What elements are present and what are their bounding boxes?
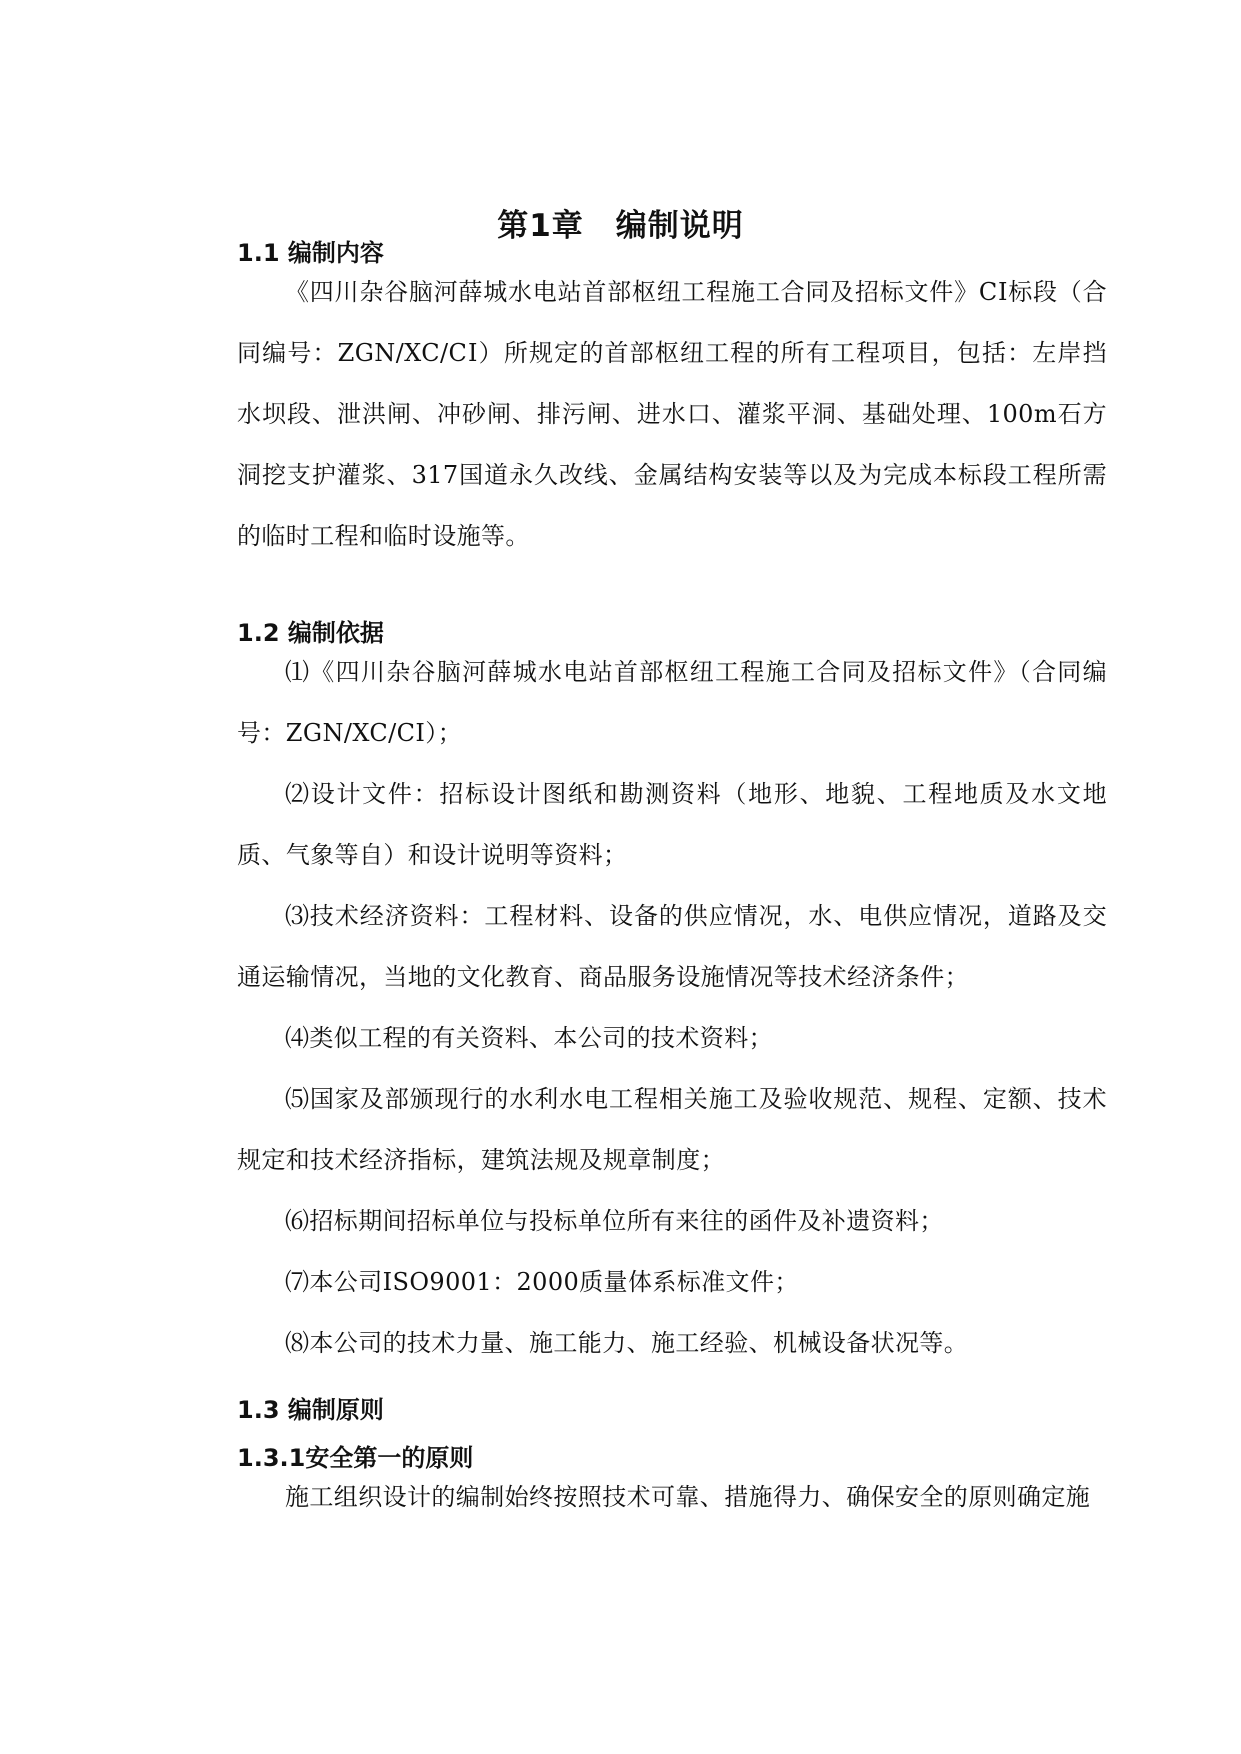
list-item: ⑵设计文件：招标设计图纸和勘测资料（地形、地貌、工程地质及水文地质、气象等自）和设计说明等资料； <box>237 780 1107 869</box>
section-heading-1-3-1: 1.3.1安全第一的原则 <box>237 1444 474 1472</box>
list-item: ⑺本公司ISO9001：2000质量体系标准文件； <box>285 1268 799 1296</box>
list-item: ⑻本公司的技术力量、施工能力、施工经验、机械设备状况等。 <box>285 1329 969 1357</box>
list-item: ⑹招标期间招标单位与投标单位所有来往的函件及补遗资料； <box>285 1207 944 1235</box>
list-item: ⑴《四川杂谷脑河薛城水电站首部枢纽工程施工合同及招标文件》（合同编号：ZGN/XC/CⅠ）； <box>237 658 1107 747</box>
list-item: ⑸国家及部颁现行的水利水电工程相关施工及验收规范、规程、定额、技术规定和技术经济指标，建筑法规及规章制度； <box>237 1085 1107 1174</box>
section-1-3-1-paragraph: 施工组织设计的编制始终按照技术可靠、措施得力、确保安全的原则确定施 <box>285 1483 1091 1511</box>
section-heading-1-2: 1.2 编制依据 <box>237 619 384 647</box>
section-heading-1-1: 1.1 编制内容 <box>237 239 384 267</box>
list-item: ⑷类似工程的有关资料、本公司的技术资料； <box>285 1024 773 1052</box>
section-heading-1-3: 1.3 编制原则 <box>237 1396 384 1424</box>
section-1-1-paragraph: 《四川杂谷脑河薛城水电站首部枢纽工程施工合同及招标文件》CⅠ标段（合同编号：ZGN/XC/CⅠ）所规定的首部枢纽工程的所有工程项目，包括：左岸挡水坝段、泄洪闸、冲砂闸、排污闸、进水口、灌浆平洞、基础处理、100m石方洞挖支护灌浆、317国道永久改线、金属结构安装等以及为完成本标段工程所需的临时工程和临时设施等。 <box>237 278 1107 550</box>
chapter-title: 第1章 编制说明 <box>497 208 744 244</box>
list-item: ⑶技术经济资料：工程材料、设备的供应情况，水、电供应情况，道路及交通运输情况，当地的文化教育、商品服务设施情况等技术经济条件； <box>237 902 1107 991</box>
